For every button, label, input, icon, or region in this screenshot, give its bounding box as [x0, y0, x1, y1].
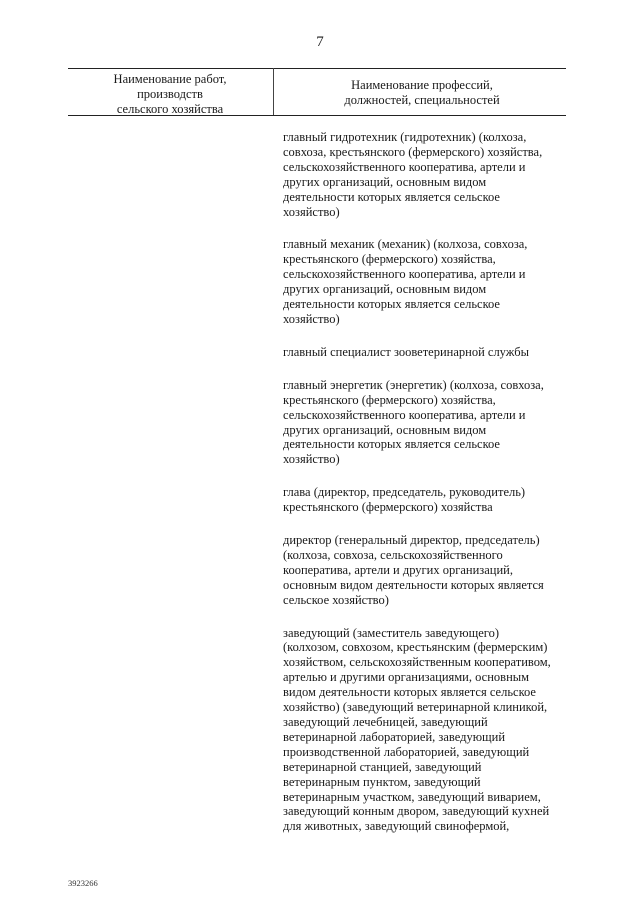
- profession-entry: [283, 626, 573, 835]
- entry-line: ветеринарной лабораторией, заведующий: [283, 729, 506, 744]
- entry-line: крестьянского (фермерского) хозяйства,: [283, 392, 496, 407]
- entry-line: глава (директор, председатель, руководитель): [283, 485, 526, 500]
- profession-entry: [283, 533, 573, 608]
- profession-list: [283, 130, 573, 852]
- entry-line: деятельности которых является сельское: [283, 437, 500, 452]
- header-right-line: Наименование профессий,: [351, 78, 493, 92]
- entry-line: других организаций, основным видом: [283, 174, 487, 189]
- entry-line: главный энергетик (энергетик) (колхоза, совхоза,: [283, 377, 544, 392]
- header-right-line: должностей, специальностей: [344, 93, 500, 107]
- entry-line: деятельности которых является сельское: [283, 297, 500, 312]
- profession-entry: [283, 485, 573, 515]
- entry-line: видом деятельности которых является сельское: [283, 685, 536, 700]
- entry-line: крестьянского (фермерского) хозяйства: [283, 500, 493, 515]
- entry-line: хозяйством, сельскохозяйственным кооперативом,: [283, 655, 551, 670]
- entry-line: сельскохозяйственного кооператива, артели и: [283, 159, 526, 174]
- entry-line: (колхозом, совхозом, крестьянским (фермерским): [283, 640, 548, 655]
- entry-line: для животных, заведующий свинофермой,: [283, 819, 510, 834]
- entry-line: заведующий (заместитель заведующего): [283, 625, 500, 640]
- header-left-line: сельского хозяйства: [116, 102, 224, 116]
- entry-line: директор (генеральный директор, председатель): [283, 533, 540, 548]
- entry-line: других организаций, основным видом: [283, 422, 487, 437]
- entry-line: ветеринарным участком, заведующий виварием,: [283, 789, 541, 804]
- header-left-line: производств: [137, 87, 203, 101]
- profession-entry: [283, 130, 573, 219]
- entry-line: кооператива, артели и других организаций,: [283, 562, 513, 577]
- entry-line: сельскохозяйственного кооператива, артели и: [283, 407, 526, 422]
- entry-line: сельскохозяйственного кооператива, артели и: [283, 267, 526, 282]
- header-left-line: Наименование работ,: [113, 72, 227, 86]
- entry-line: крестьянского (фермерского) хозяйства,: [283, 252, 496, 267]
- table-column-divider: [273, 68, 274, 115]
- entry-line: (колхоза, совхоза, сельскохозяйственного: [283, 547, 503, 562]
- entry-line: хозяйство): [283, 311, 340, 326]
- entry-line: артелью и другими организациями, основным: [283, 670, 530, 685]
- entry-line: производственной лабораторией, заведующий: [283, 744, 530, 759]
- entry-line: сельское хозяйство): [283, 592, 389, 607]
- document-id: 3923266: [68, 878, 98, 888]
- entry-line: основным видом деятельности которых является: [283, 577, 544, 592]
- entry-line: совхоза, крестьянского (фермерского) хозяйства,: [283, 144, 543, 159]
- entry-line: ветеринарным пунктом, заведующий: [283, 774, 481, 789]
- table-header-right: [278, 78, 566, 108]
- entry-line: ветеринарной станцией, заведующий: [283, 759, 482, 774]
- table-top-rule: [68, 68, 566, 69]
- entry-line: главный механик (механик) (колхоза, совхоза,: [283, 237, 528, 252]
- table-header-left: [70, 72, 270, 117]
- profession-entry: [283, 378, 573, 467]
- profession-entry: [283, 345, 573, 360]
- entry-line: хозяйство): [283, 452, 340, 467]
- entry-line: деятельности которых является сельское: [283, 189, 500, 204]
- entry-line: главный гидротехник (гидротехник) (колхоза,: [283, 130, 527, 144]
- page-number: 7: [316, 34, 324, 50]
- entry-line: заведующий лечебницей, заведующий: [283, 715, 488, 729]
- entry-line: главный специалист зооветеринарной службы: [283, 344, 530, 359]
- entry-line: хозяйство): [283, 204, 340, 219]
- profession-entry: [283, 237, 573, 326]
- entry-line: хозяйство) (заведующий ветеринарной клиникой,: [283, 700, 548, 715]
- entry-line: заведующий конным двором, заведующий кухней: [283, 804, 550, 819]
- entry-line: других организаций, основным видом: [283, 282, 487, 297]
